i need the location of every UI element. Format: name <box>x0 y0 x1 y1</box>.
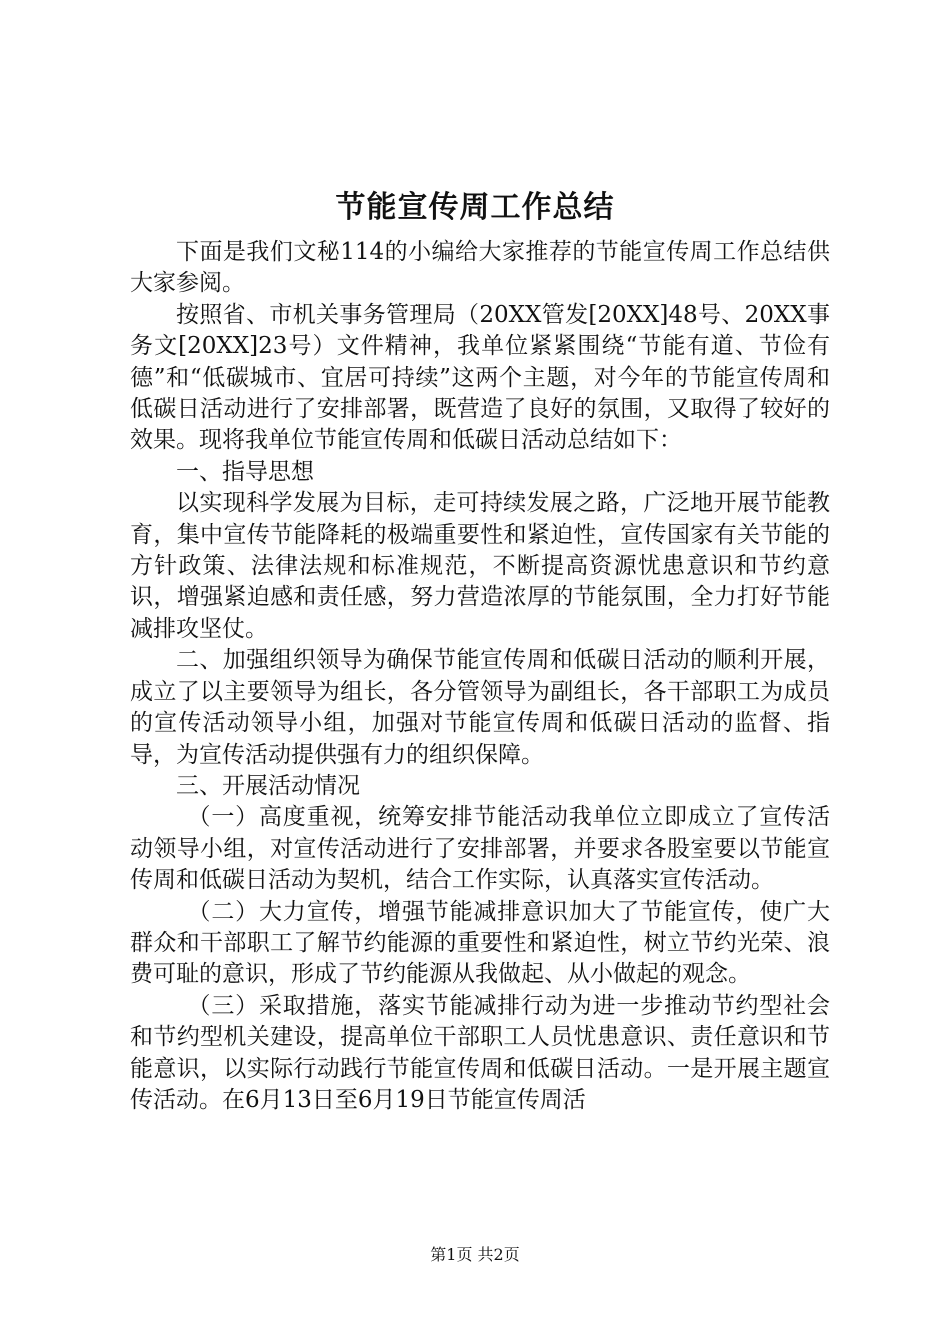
section-heading-activities: 三、开展活动情况 <box>176 772 360 799</box>
paragraph-activity-1: （一）高度重视，统筹安排节能活动我单位立即成立了宣传活动领导小组，对宣传活动进行了安排部署，并要求各股室要以节能宣传周和低碳日活动为契机，结合工作实际，认真落实宣传活动。 <box>130 804 830 894</box>
page-footer: 第1页 共2页 <box>430 1245 520 1264</box>
section-heading-guiding-thought: 一、指导思想 <box>176 458 314 485</box>
paragraph-organization: 二、加强组织领导为确保节能宣传周和低碳日活动的顺利开展，成立了以主要领导为组长，各分管领导为副组长，各干部职工为成员的宣传活动领导小组，加强对节能宣传周和低碳日活动的监督、指导，为宣传活动提供强有力的组织保障。 <box>130 647 830 768</box>
paragraph-activity-2: （二）大力宣传，增强节能减排意识加大了节能宣传，使广大群众和干部职工了解节约能源的重要性和紧迫性，树立节约光荣、浪费可耻的意识，形成了节约能源从我做起、从小做起的观念。 <box>130 898 830 988</box>
paragraph-background: 按照省、市机关事务管理局（20XX管发[20XX]48号、20XX事务文[20XX]23号）文件精神，我单位紧紧围绕“节能有道、节俭有德”和“低碳城市、宜居可持续”这两个主题，对今年的节能宣传周和低碳日活动进行了安排部署，既营造了良好的氛围，又取得了较好的效果。现将我单位节能宣传周和低碳日活动总结如下： <box>130 301 830 454</box>
paragraph-activity-3: （三）采取措施，落实节能减排行动为进一步推动节约型社会和节约型机关建设，提高单位干部职工人员忧患意识、责任意识和节能意识，以实际行动践行节能宣传周和低碳日活动。一是开展主题宣传活动。在6月13日至6月19日节能宣传周活 <box>130 992 830 1113</box>
document-title: 节能宣传周工作总结 <box>335 190 615 225</box>
paragraph-guiding-thought: 以实现科学发展为目标，走可持续发展之路，广泛地开展节能教育，集中宣传节能降耗的极端重要性和紧迫性，宣传国家有关节能的方针政策、法律法规和标准规范，不断提高资源忧患意识和节约意识，增强紧迫感和责任感，努力营造浓厚的节能氛围，全力打好节能减排攻坚仗。 <box>130 490 830 642</box>
document-body <box>130 237 830 1116</box>
paragraph-intro: 下面是我们文秘114的小编给大家推荐的节能宣传周工作总结供大家参阅。 <box>130 239 830 297</box>
